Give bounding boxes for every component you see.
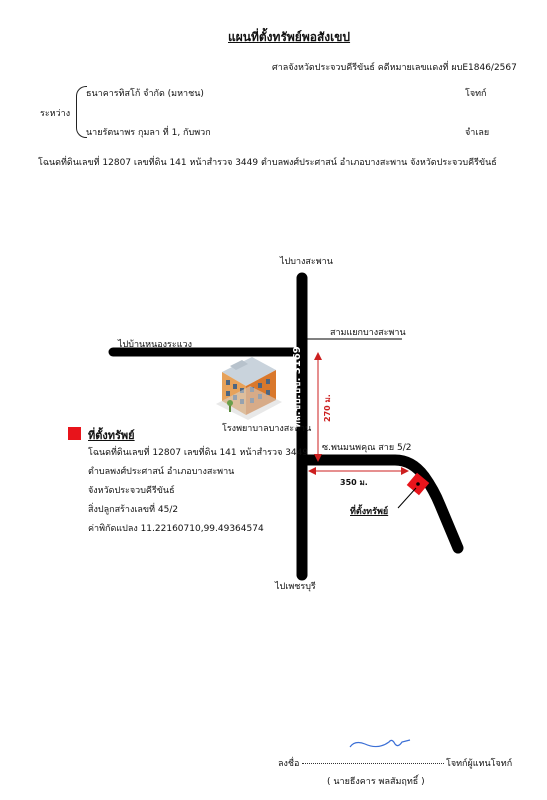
hospital-building-icon xyxy=(216,357,282,420)
signature-line xyxy=(302,763,444,764)
label-to-phetchaburi: ไปเพชรบุรี xyxy=(275,582,316,592)
label-to-bang-saphan: ไปบางสะพาน xyxy=(280,257,333,267)
legend-title: ที่ตั้งทรัพย์ xyxy=(88,429,135,442)
label-soi: ซ.พนมนพคุณ สาย 5/2 xyxy=(322,443,412,453)
plaintiff-name: ธนาคารทิสโก้ จำกัด (มหาชน) xyxy=(86,89,204,99)
legend-line-3: จังหวัดประจวบคีรีขันธ์ xyxy=(88,486,175,496)
defendant-name: นายรัตนาพร กุมลา ที่ 1, กับพวก xyxy=(86,128,211,138)
label-hospital: โรงพยาบาลบางสะพาน xyxy=(222,424,312,434)
court-case-reference: ศาลจังหวัดประจวบคีรีขันธ์ คดีหมายเลขแดงที่ ผบE1846/2567 xyxy=(272,63,517,73)
dimension-350-arrow-left xyxy=(308,467,316,475)
signature-suffix: โจทก์ผู้แทนโจทก์ xyxy=(446,759,513,769)
legend-line-5: ค่าพิกัดแปลง 11.22160710,99.49364574 xyxy=(88,524,264,534)
label-junction: สามแยกบางสะพาน xyxy=(330,328,406,338)
defendant-role: จำเลย xyxy=(465,128,490,138)
plaintiff-role: โจทก์ xyxy=(465,89,487,99)
deed-description: โฉนดที่ดินเลขที่ 12807 เลขที่ดิน 141 หน้าสำรวจ 3449 ตำบลพงศ์ประศาสน์ อำเภอบางสะพาน จังหวัดประจวบคีรีขันธ์ xyxy=(38,158,497,168)
signature-name: ( นายธีงคาร พลสัมฤทธิ์ ) xyxy=(327,777,425,787)
property-label-leader xyxy=(398,488,416,508)
dimension-270-arrow-top xyxy=(314,352,322,360)
between-label: ระหว่าง xyxy=(40,109,71,119)
signature-prefix: ลงชื่อ xyxy=(278,759,300,769)
legend-property-swatch xyxy=(68,427,81,440)
page-title: แผนที่ตั้งทรัพย์พอสังเขป xyxy=(228,30,351,44)
legend-line-1: โฉนดที่ดินเลขที่ 12807 เลขที่ดิน 141 หน้าสำรวจ 3449 xyxy=(88,448,309,458)
signature-scribble xyxy=(350,740,410,747)
label-to-ban-nong-rawaeng: ไปบ้านหนองระแวง xyxy=(118,340,192,350)
legend-line-2: ตำบลพงศ์ประศาสน์ อำเภอบางสะพาน xyxy=(88,467,235,477)
label-property: ที่ตั้งทรัพย์ xyxy=(350,507,389,517)
label-distance-350: 350 ม. xyxy=(340,478,368,487)
legend-line-4: สิ่งปลูกสร้างเลขที่ 45/2 xyxy=(88,505,179,515)
